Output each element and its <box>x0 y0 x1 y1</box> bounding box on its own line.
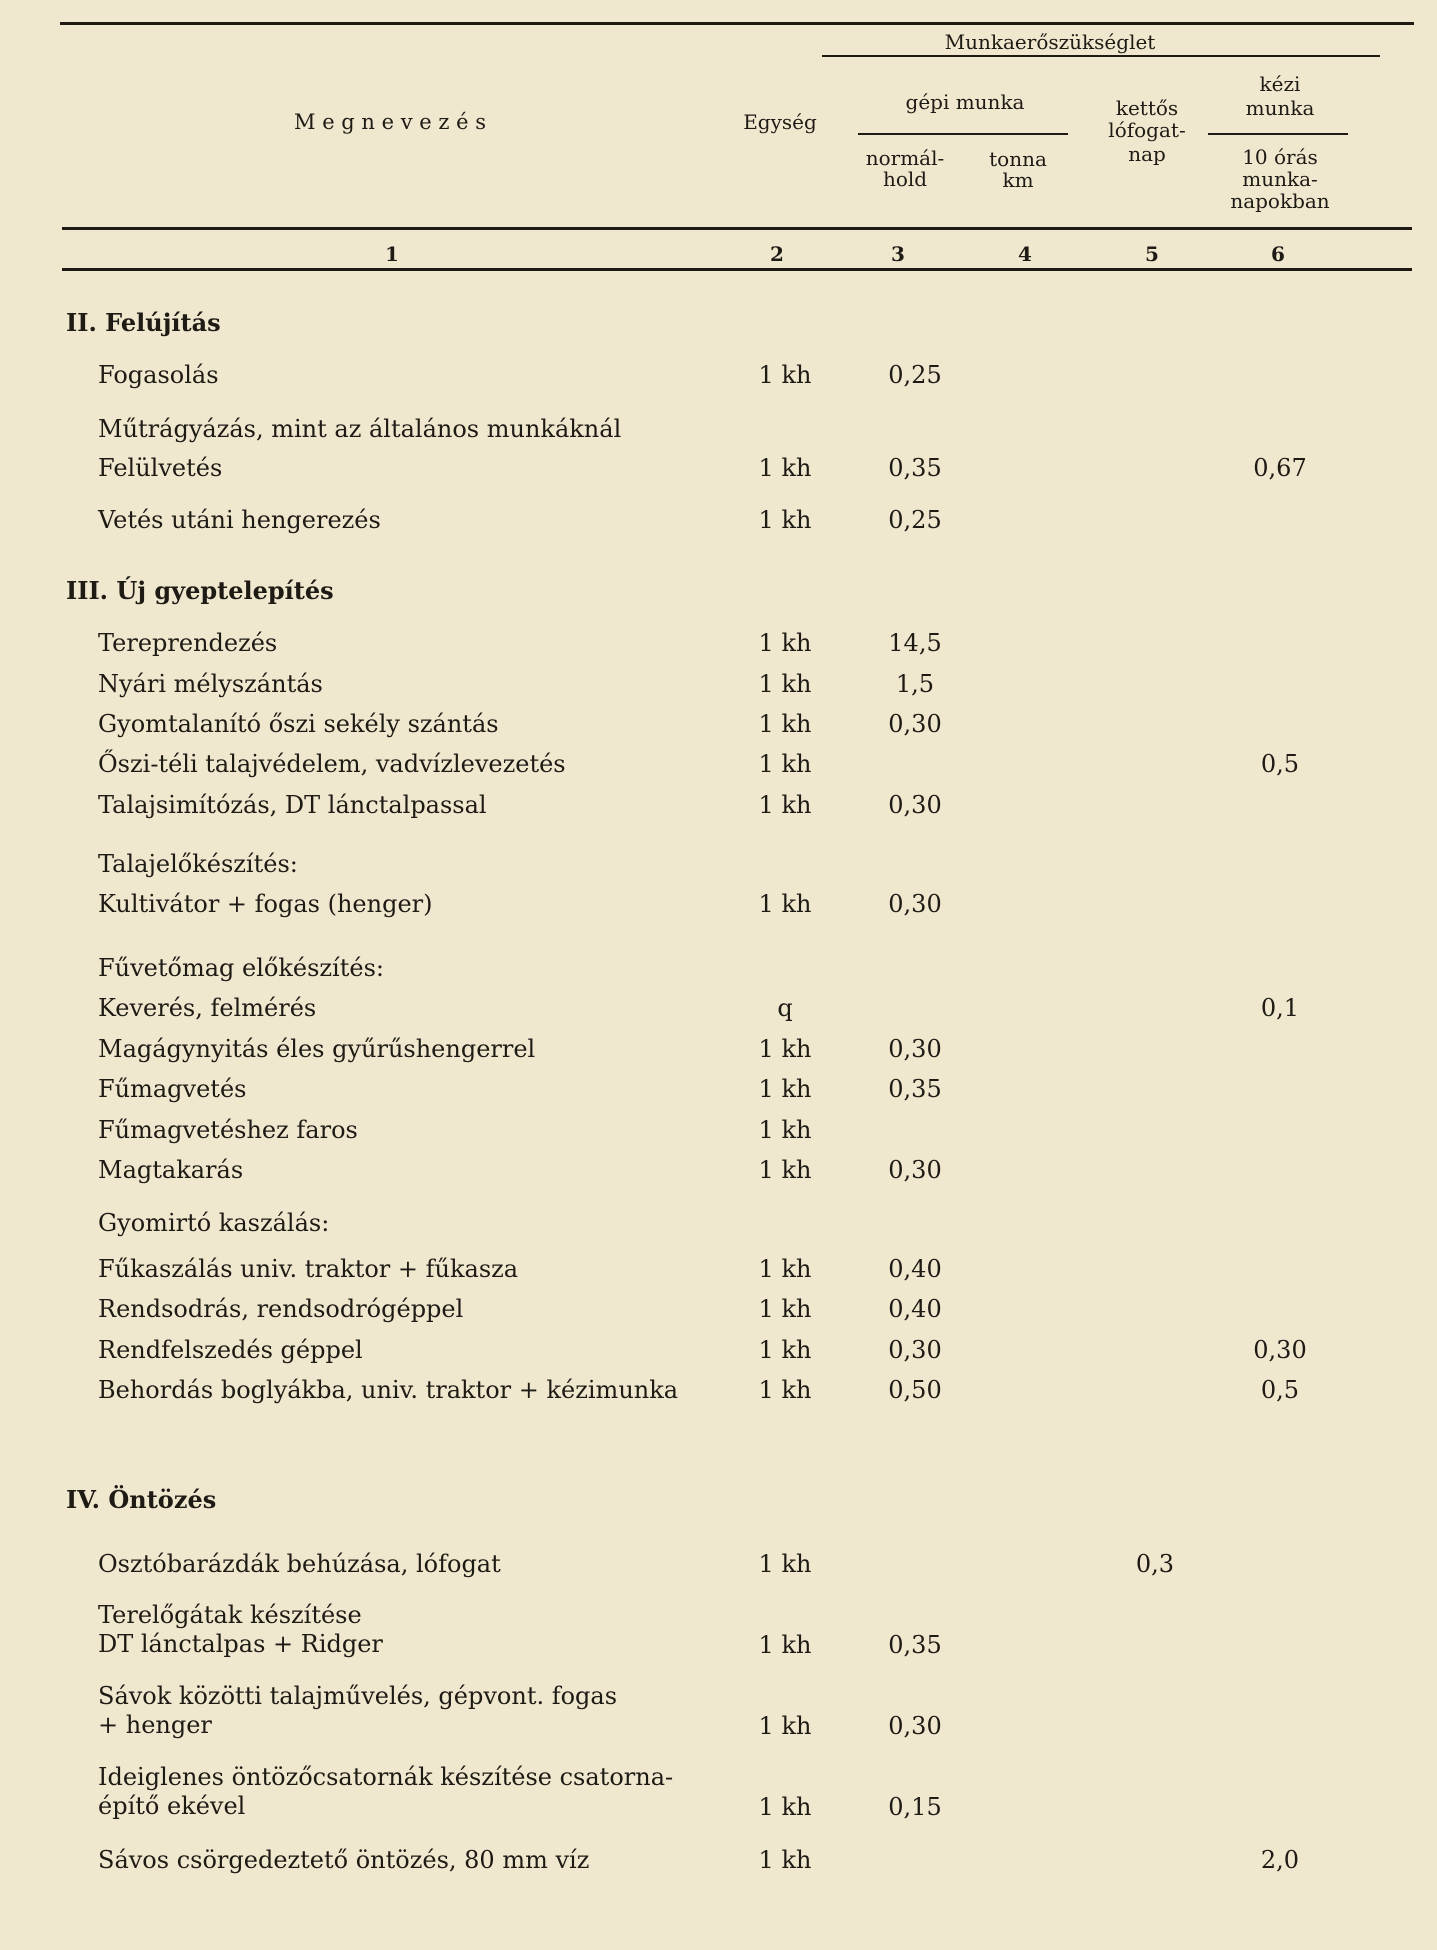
row-normalhold: 0,25 <box>888 361 942 389</box>
row-name: Rendsodrás, rendsodrógéppel <box>98 1295 464 1323</box>
row-normalhold: 0,30 <box>888 1156 942 1184</box>
column-number-4: 4 <box>1018 242 1032 266</box>
row-normalhold: 0,50 <box>888 1376 942 1404</box>
row-normalhold: 0,30 <box>888 890 942 918</box>
row-normalhold: 0,30 <box>888 1035 942 1063</box>
colnum-bottom-rule <box>62 268 1412 271</box>
row-name: Talajsimítózás, DT lánctalpassal <box>98 791 487 819</box>
row-kezimunka: 0,67 <box>1253 454 1307 482</box>
row-name <box>98 1682 617 1740</box>
row-normalhold: 0,30 <box>888 710 942 738</box>
row-unit: 1 kh <box>758 1035 812 1063</box>
header-group-title: Munkaerőszükséglet <box>944 30 1156 54</box>
row-unit: 1 kh <box>758 890 812 918</box>
row-name: Felülvetés <box>98 454 223 482</box>
row-name <box>98 1763 673 1821</box>
row-unit: 1 kh <box>758 1156 812 1184</box>
header-normal-1: normál- <box>865 146 945 170</box>
gepi-rule <box>858 133 1068 135</box>
row-unit: 1 kh <box>758 454 812 482</box>
row-name-line1: Sávok közötti talajművelés, gépvont. fogas <box>98 1682 618 1710</box>
row-name: Fűmagvetéshez faros <box>98 1116 358 1144</box>
top-rule <box>60 22 1414 25</box>
row-unit: 1 kh <box>758 1793 812 1821</box>
row-name: Fogasolás <box>98 361 219 389</box>
row-normalhold: 0,40 <box>888 1295 942 1323</box>
row-name: Talajelőkészítés: <box>98 850 298 878</box>
row-name: Vetés utáni hengerezés <box>98 506 381 534</box>
header-kettos-2: lófogat- <box>1108 118 1186 142</box>
header-kezi-sub-3: napokban <box>1230 189 1330 213</box>
group-rule <box>822 55 1380 57</box>
row-normalhold: 0,35 <box>888 1075 942 1103</box>
column-number-5: 5 <box>1145 242 1159 266</box>
row-name: Fűvetőmag előkészítés: <box>98 954 384 982</box>
row-unit: 1 kh <box>758 506 812 534</box>
header-tonna-2: km <box>1002 168 1034 192</box>
row-kezimunka: 0,30 <box>1253 1336 1307 1364</box>
row-unit: 1 kh <box>758 1846 812 1874</box>
row-name: Rendfelszedés géppel <box>98 1336 363 1364</box>
row-name: Műtrágyázás, mint az általános munkáknál <box>98 415 622 443</box>
row-name: Gyomtalanító őszi sekély szántás <box>98 710 499 738</box>
row-kezimunka: 0,5 <box>1260 750 1300 778</box>
header-tonna-1: tonna <box>989 147 1047 171</box>
row-unit: 1 kh <box>758 750 812 778</box>
row-unit: 1 kh <box>758 1295 812 1323</box>
section-heading-ontozes: IV. Öntözés <box>66 1485 217 1514</box>
row-name: Őszi-téli talajvédelem, vadvízlevezetés <box>98 750 566 778</box>
header-kettos-3: nap <box>1128 142 1166 166</box>
row-name: Magtakarás <box>98 1156 244 1184</box>
row-normalhold: 0,25 <box>888 506 942 534</box>
row-unit: 1 kh <box>758 670 812 698</box>
row-lofogatnap: 0,3 <box>1135 1550 1175 1578</box>
row-normalhold: 0,30 <box>888 791 942 819</box>
row-unit: 1 kh <box>758 1075 812 1103</box>
row-unit: 1 kh <box>758 1255 812 1283</box>
row-name: Magágynyitás éles gyűrűshengerrel <box>98 1035 536 1063</box>
header-col1: M e g n e v e z é s <box>294 110 486 134</box>
column-number-1: 1 <box>385 242 399 266</box>
row-normalhold: 0,30 <box>888 1336 942 1364</box>
row-unit: 1 kh <box>758 1550 812 1578</box>
header-kezi-sub-2: munka- <box>1242 167 1318 191</box>
header-kettos-1: kettős <box>1115 96 1179 120</box>
row-name <box>98 1601 383 1659</box>
row-name: Tereprendezés <box>98 629 278 657</box>
row-kezimunka: 0,5 <box>1260 1376 1300 1404</box>
row-name: Osztóbarázdák behúzása, lófogat <box>98 1550 501 1578</box>
column-number-6: 6 <box>1271 242 1285 266</box>
row-normalhold: 0,15 <box>888 1793 942 1821</box>
header-col2: Egység <box>743 110 817 134</box>
row-name: Gyomirtó kaszálás: <box>98 1209 330 1237</box>
section-heading-uj-gyeptelepites: III. Új gyeptelepítés <box>66 576 334 605</box>
row-unit: 1 kh <box>758 361 812 389</box>
header-kezi-1: kézi <box>1259 72 1301 96</box>
row-unit: 1 kh <box>758 629 812 657</box>
row-name-line2: építő ekével <box>98 1792 246 1820</box>
header-bottom-rule <box>62 227 1412 230</box>
row-unit: 1 kh <box>758 1336 812 1364</box>
header-normal-2: hold <box>882 167 928 191</box>
column-number-3: 3 <box>891 242 905 266</box>
header-kezi-2: munka <box>1245 96 1315 120</box>
row-name-line1: Terelőgátak készítése <box>98 1601 362 1629</box>
row-unit: 1 kh <box>758 1116 812 1144</box>
row-kezimunka: 2,0 <box>1260 1846 1300 1874</box>
row-name: Keverés, felmérés <box>98 994 317 1022</box>
kezi-rule <box>1208 133 1348 135</box>
row-kezimunka: 0,1 <box>1260 994 1300 1022</box>
row-unit: 1 kh <box>758 1712 812 1740</box>
row-name: Kultivátor + fogas (henger) <box>98 890 433 918</box>
row-normalhold: 0,35 <box>888 454 942 482</box>
row-name-line2: DT lánctalpas + Ridger <box>98 1630 383 1658</box>
section-heading-felujitas: II. Felújítás <box>66 308 221 337</box>
header-gepi: gépi munka <box>905 90 1025 114</box>
row-name: Sávos csörgedeztető öntözés, 80 mm víz <box>98 1846 590 1874</box>
row-unit: q <box>777 994 793 1022</box>
row-name: Fűkaszálás univ. traktor + fűkasza <box>98 1255 519 1283</box>
row-unit: 1 kh <box>758 1631 812 1659</box>
column-number-2: 2 <box>770 242 784 266</box>
header-kezi-sub-1: 10 órás <box>1242 145 1318 169</box>
row-normalhold: 0,35 <box>888 1631 942 1659</box>
row-name-line2: + henger <box>98 1711 212 1739</box>
row-normalhold: 14,5 <box>888 629 942 657</box>
row-name: Nyári mélyszántás <box>98 670 323 698</box>
row-unit: 1 kh <box>758 791 812 819</box>
row-name-line1: Ideiglenes öntözőcsatornák készítése csatorna- <box>98 1763 674 1791</box>
row-normalhold: 1,5 <box>895 670 935 698</box>
row-unit: 1 kh <box>758 710 812 738</box>
row-unit: 1 kh <box>758 1376 812 1404</box>
row-normalhold: 0,30 <box>888 1712 942 1740</box>
row-name: Behordás boglyákba, univ. traktor + kézimunka <box>98 1376 679 1404</box>
row-normalhold: 0,40 <box>888 1255 942 1283</box>
row-name: Fűmagvetés <box>98 1075 247 1103</box>
